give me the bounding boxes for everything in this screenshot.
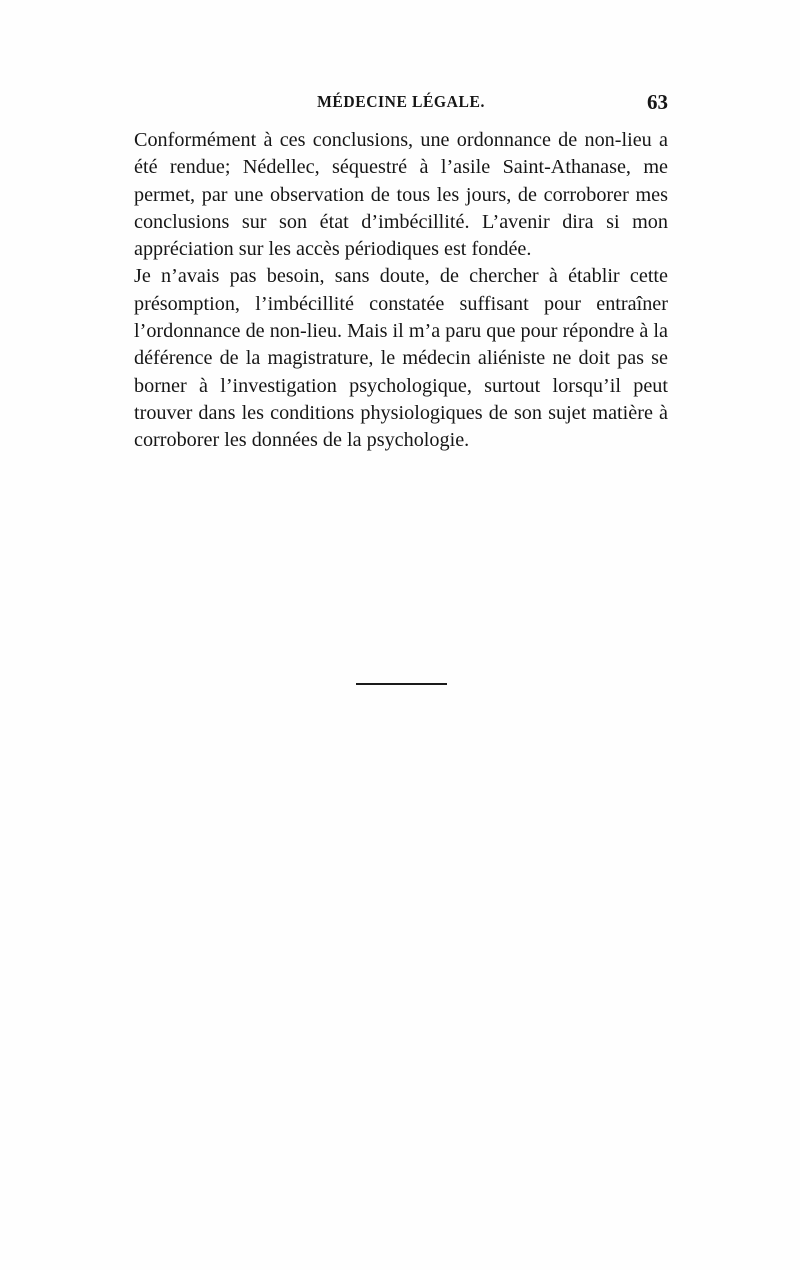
running-title: MÉDECINE LÉGALE. <box>317 92 485 111</box>
page-number: 63 <box>647 90 668 114</box>
body-text <box>134 127 668 455</box>
section-end-rule <box>356 683 447 685</box>
paragraph-2: Je n’avais pas besoin, sans doute, de chercher à établir cette présomption, l’imbécillité constatée suffisant pour entraîner l’ordonnance de non-lieu. Mais il m’a paru que pour répondre à la déférence de la magistrature, le médecin aliéniste ne doit pas se borner à l’investigation psychologique, surtout lorsqu’il peut trouver dans les conditions physiologiques de son sujet matière à corroborer les données de la psychologie. <box>134 265 668 452</box>
paragraph-1: Conformément à ces conclusions, une ordonnance de non-lieu a été rendue; Nédellec, séquestré à l’asile Saint-Athanase, me permet, par une observation de tous les jours, de corroborer mes conclusions sur son état d’imbécillité. L’avenir dira si mon appréciation sur les accès périodiques est fondée. <box>134 129 668 261</box>
running-head <box>134 92 668 120</box>
